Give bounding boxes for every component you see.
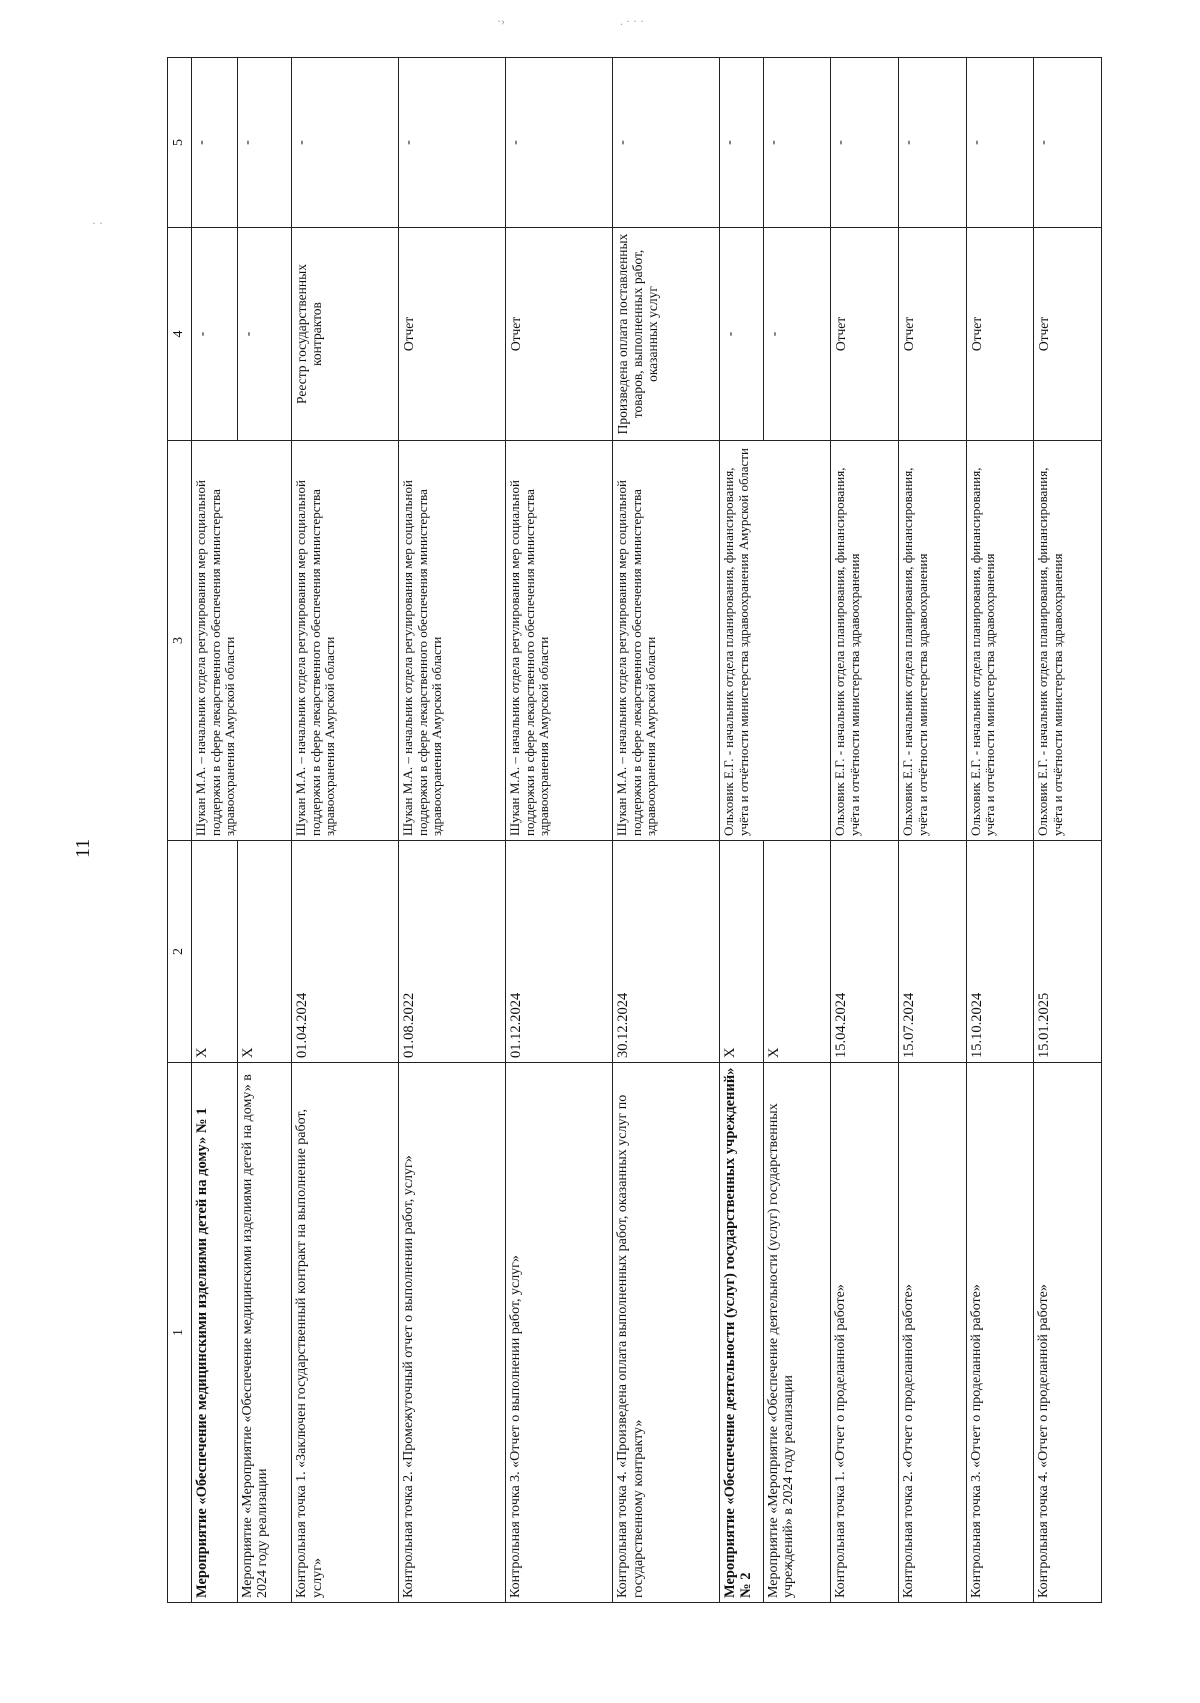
document-cell: Отчет <box>898 228 966 441</box>
document-cell: - <box>192 228 238 441</box>
document-cell: - <box>763 228 831 441</box>
date-cell: Х <box>763 841 831 1063</box>
date-cell: 15.01.2025 <box>1034 841 1102 1063</box>
document-cell: Отчет <box>831 228 899 441</box>
responsible-cell: Ольховик Е.Г. - начальник отдела планирования, финансирования, учёта и отчётности министерства здравоохранения <box>1034 441 1102 841</box>
control-point-name-cell: Контрольная точка 2. «Промежуточный отчет о выполнении работ, услуг» <box>399 1063 506 1603</box>
system-cell: - <box>831 58 899 228</box>
page-number: 11 <box>72 838 94 858</box>
table-row <box>1034 58 1102 1603</box>
control-point-name-cell: Контрольная точка 3. «Отчет о проделанной работе» <box>966 1063 1034 1603</box>
document-cell: Отчет <box>1034 228 1102 441</box>
system-cell: - <box>399 58 506 228</box>
date-cell: 15.10.2024 <box>966 841 1034 1063</box>
responsible-text: Шукан М.А. – начальник отдела регулирования мер социальной поддержки в сфере лекарственного обеспечения министерства здравоохранения Амурской области <box>193 480 238 836</box>
table-row <box>613 58 720 1603</box>
scan-artifact: · · <box>92 216 103 230</box>
control-point-name-cell: Контрольная точка 1. «Отчет о проделанной работе» <box>831 1063 899 1603</box>
control-point-name-cell: Контрольная точка 2. «Отчет о проделанной работе» <box>898 1063 966 1603</box>
date-cell: 01.08.2022 <box>399 841 506 1063</box>
system-cell: - <box>898 58 966 228</box>
subevent-name-cell: Мероприятие «Мероприятие «Обеспечение деятельности (услуг) государственных учреждений» в 2024 году реализации <box>763 1063 831 1603</box>
control-point-name-cell: Контрольная точка 1. «Заключен государственный контракт на выполнение работ, услуг» <box>292 1063 399 1603</box>
document-cell: Отчет <box>399 228 506 441</box>
system-cell: - <box>292 58 399 228</box>
document-cell: - <box>237 228 292 441</box>
responsible-cell: Шукан М.А. – начальник отдела регулирования мер социальной поддержки в сфере лекарственного обеспечения министерства здравоохранения Амурской области <box>506 441 613 841</box>
control-point-name-cell: Контрольная точка 4. «Отчет о проделанной работе» <box>1034 1063 1102 1603</box>
event-name-cell: Мероприятие «Обеспечение медицинскими изделиями детей на дому» № 1 <box>192 1063 238 1603</box>
table-row <box>966 58 1034 1603</box>
table-row <box>292 58 399 1603</box>
table-row <box>192 58 238 1603</box>
system-cell: - <box>763 58 831 228</box>
date-cell: 30.12.2024 <box>613 841 720 1063</box>
scan-artifact: ·› <box>497 14 505 28</box>
responsible-cell: Ольховик Е.Г. - начальник отдела планирования, финансирования, учёта и отчётности министерства здравоохранения <box>898 441 966 841</box>
table-row <box>399 58 506 1603</box>
system-cell: - <box>613 58 720 228</box>
system-cell: - <box>506 58 613 228</box>
responsible-cell: Шукан М.А. – начальник отдела регулирования мер социальной поддержки в сфере лекарственного обеспечения министерства здравоохранения Амурской области <box>292 441 399 841</box>
date-cell: 01.04.2024 <box>292 841 399 1063</box>
date-cell: Х <box>720 841 764 1063</box>
system-cell: - <box>720 58 764 228</box>
document-cell: - <box>720 228 764 441</box>
table-row <box>720 58 764 1603</box>
responsible-cell: Ольховик Е.Г. - начальник отдела планирования, финансирования, учёта и отчётности министерства здравоохранения <box>966 441 1034 841</box>
system-cell: - <box>966 58 1034 228</box>
table-row <box>506 58 613 1603</box>
control-point-name-cell: Контрольная точка 4. «Произведена оплата выполненных работ, оказанных услуг по государственному контракту» <box>613 1063 720 1603</box>
date-cell: Х <box>237 841 292 1063</box>
subevent-name-cell: Мероприятие «Мероприятие «Обеспечение медицинскими изделиями детей на дому» в 2024 году реализации <box>237 1063 292 1603</box>
column-header-4: 4 <box>168 228 192 441</box>
system-cell: - <box>237 58 292 228</box>
document-cell: Реестр государственных контрактов <box>292 228 399 441</box>
column-header-1: 1 <box>168 1063 192 1603</box>
scan-artifact: . · · · <box>620 14 644 28</box>
responsible-cell: Шукан М.А. – начальник отдела регулирования мер социальной поддержки в сфере лекарственного обеспечения министерства здравоохранения Амурской области <box>613 441 720 841</box>
responsible-cell <box>192 441 292 841</box>
date-cell: 01.12.2024 <box>506 841 613 1063</box>
responsible-text: Ольховик Е.Г. - начальник отдела планирования, финансирования, учёта и отчётности министерства здравоохранения Амурской области <box>721 448 751 836</box>
event-name-cell: Мероприятие «Обеспечение деятельности (услуг) государственных учреждений» № 2 <box>720 1063 764 1603</box>
system-cell: - <box>1034 58 1102 228</box>
column-header-5: 5 <box>168 58 192 228</box>
column-header-2: 2 <box>168 841 192 1063</box>
system-cell: - <box>192 58 238 228</box>
responsible-cell: Ольховик Е.Г. - начальник отдела планирования, финансирования, учёта и отчётности министерства здравоохранения <box>831 441 899 841</box>
date-cell: 15.07.2024 <box>898 841 966 1063</box>
document-cell: Отчет <box>506 228 613 441</box>
document-cell: Произведена оплата поставленных товаров, выполненных работ, оказанных услуг <box>613 228 720 441</box>
document-cell: Отчет <box>966 228 1034 441</box>
table-rotated-wrapper <box>167 58 1102 1603</box>
control-point-name-cell: Контрольная точка 3. «Отчет о выполнении работ, услуг» <box>506 1063 613 1603</box>
table-row <box>831 58 899 1603</box>
responsible-cell: Шукан М.А. – начальник отдела регулирования мер социальной поддержки в сфере лекарственного обеспечения министерства здравоохранения Амурской области <box>399 441 506 841</box>
date-cell: Х <box>192 841 238 1063</box>
responsible-cell <box>720 441 831 841</box>
control-points-table <box>167 57 1102 1603</box>
table-row <box>898 58 966 1603</box>
date-cell: 15.04.2024 <box>831 841 899 1063</box>
column-header-3: 3 <box>168 441 192 841</box>
header-row <box>168 58 192 1603</box>
